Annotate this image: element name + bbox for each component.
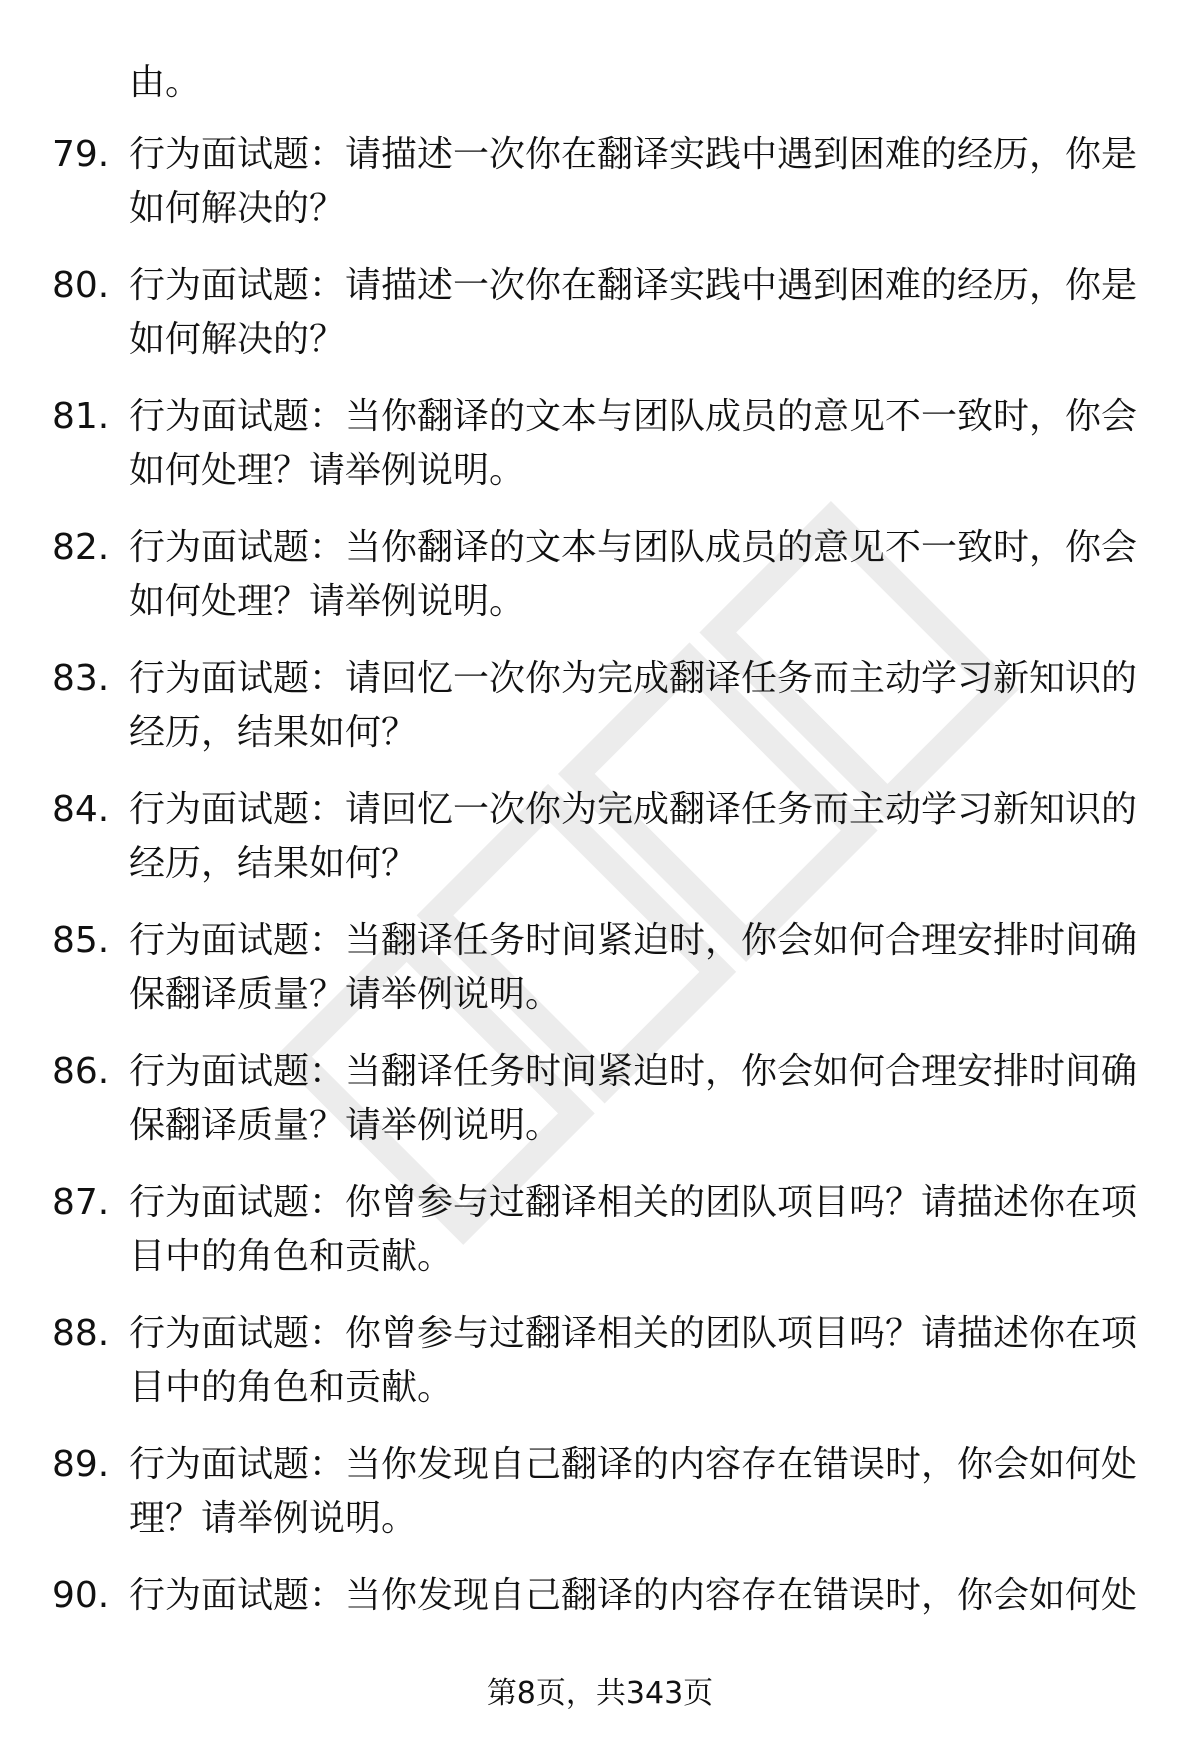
- question-list: [0, 128, 1200, 1700]
- item-text: [129, 652, 1139, 760]
- item-line: 行为面试题：你曾参与过翻译相关的团队项目吗？请描述你在项: [129, 1182, 1138, 1223]
- item-line: 行为面试题：请描述一次你在翻译实践中遇到困难的经历，你是: [129, 134, 1138, 175]
- item-text: [129, 914, 1139, 1022]
- item-number: 80.: [52, 265, 110, 306]
- item-number: 88.: [52, 1313, 110, 1354]
- list-item: [0, 652, 1200, 783]
- item-number: 86.: [52, 1051, 110, 1092]
- item-number: 89.: [52, 1444, 110, 1485]
- item-text: [129, 128, 1139, 236]
- item-line: 行为面试题：当你翻译的文本与团队成员的意见不一致时，你会: [129, 396, 1138, 437]
- item-line: 保翻译质量？请举例说明。: [129, 1105, 562, 1146]
- item-number: 84.: [52, 789, 110, 830]
- list-item: [0, 1307, 1200, 1438]
- item-text: [129, 1438, 1139, 1546]
- item-line: 行为面试题：当你发现自己翻译的内容存在错误时，你会如何处: [129, 1575, 1138, 1616]
- list-item: [0, 128, 1200, 259]
- item-line: 如何解决的？: [129, 319, 346, 360]
- item-text: [129, 1307, 1139, 1415]
- item-line: 保翻译质量？请举例说明。: [129, 974, 562, 1015]
- item-number: 87.: [52, 1182, 110, 1223]
- item-text: [129, 1569, 1139, 1623]
- item-number: 83.: [52, 658, 110, 699]
- item-line: 行为面试题：请回忆一次你为完成翻译任务而主动学习新知识的: [129, 658, 1138, 699]
- item-line: 行为面试题：请回忆一次你为完成翻译任务而主动学习新知识的: [129, 789, 1138, 830]
- list-item: [0, 521, 1200, 652]
- item-text: [129, 1045, 1139, 1153]
- list-item: [0, 259, 1200, 390]
- item-line: 行为面试题：当翻译任务时间紧迫时，你会如何合理安排时间确: [129, 1051, 1138, 1092]
- list-item: [0, 1176, 1200, 1307]
- item-line: 目中的角色和贡献。: [129, 1236, 454, 1277]
- item-line: 行为面试题：当你发现自己翻译的内容存在错误时，你会如何处: [129, 1444, 1138, 1485]
- item-line: 经历，结果如何？: [129, 712, 418, 753]
- page-footer: 第8页，共343页: [486, 1676, 714, 1711]
- item-text: [129, 259, 1139, 367]
- continuation-text: 由。: [129, 62, 202, 103]
- list-item: [0, 1045, 1200, 1176]
- list-item: [0, 914, 1200, 1045]
- item-number: 81.: [52, 396, 110, 437]
- item-number: 85.: [52, 920, 110, 961]
- item-text: [129, 390, 1139, 498]
- item-number: 90.: [52, 1575, 110, 1616]
- item-number: 82.: [52, 527, 110, 568]
- item-line: 行为面试题：当翻译任务时间紧迫时，你会如何合理安排时间确: [129, 920, 1138, 961]
- list-item: [0, 390, 1200, 521]
- item-line: 经历，结果如何？: [129, 843, 418, 884]
- item-text: [129, 521, 1139, 629]
- item-line: 行为面试题：请描述一次你在翻译实践中遇到困难的经历，你是: [129, 265, 1138, 306]
- list-item: [0, 1438, 1200, 1569]
- item-line: 行为面试题：当你翻译的文本与团队成员的意见不一致时，你会: [129, 527, 1138, 568]
- item-text: [129, 1176, 1139, 1284]
- item-line: 如何解决的？: [129, 188, 346, 229]
- item-line: 理？请举例说明。: [129, 1498, 418, 1539]
- item-text: [129, 783, 1139, 891]
- item-line: 如何处理？请举例说明。: [129, 450, 526, 491]
- item-line: 行为面试题：你曾参与过翻译相关的团队项目吗？请描述你在项: [129, 1313, 1138, 1354]
- item-line: 如何处理？请举例说明。: [129, 581, 526, 622]
- item-number: 79.: [52, 134, 110, 175]
- list-item: [0, 783, 1200, 914]
- item-line: 目中的角色和贡献。: [129, 1367, 454, 1408]
